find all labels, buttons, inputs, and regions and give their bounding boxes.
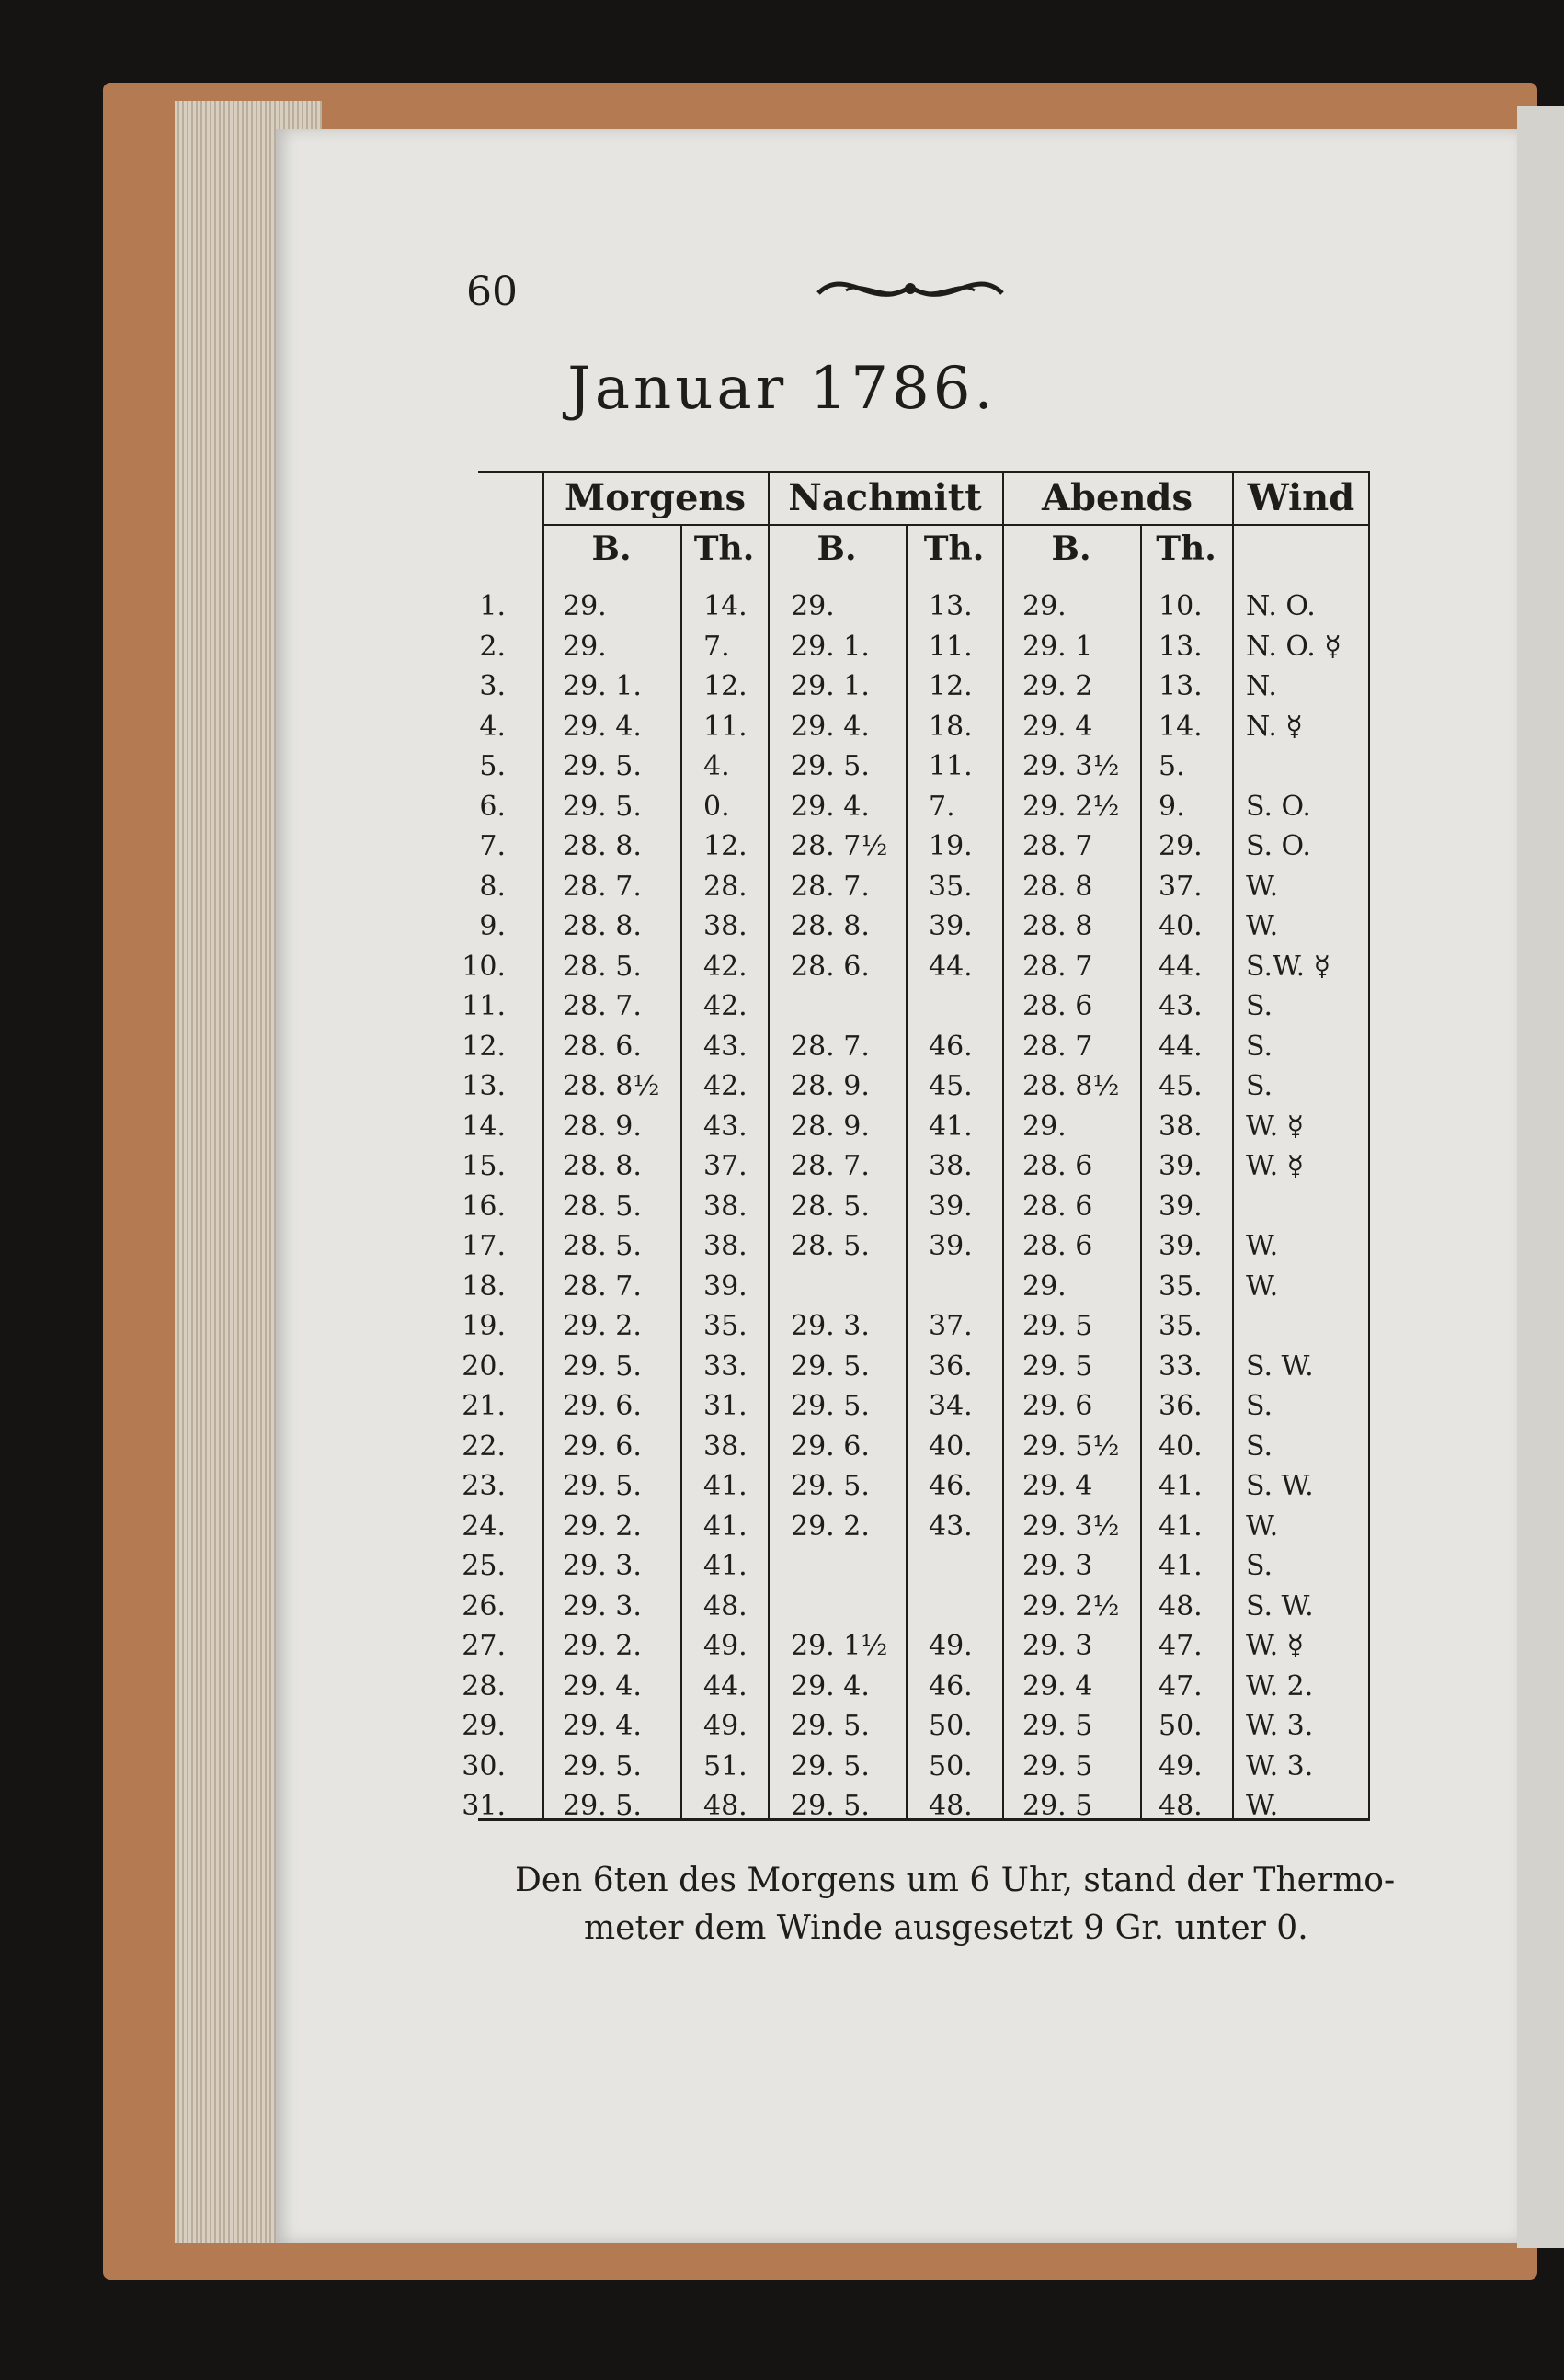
cell-nachmitt-th: 39. — [929, 1190, 973, 1223]
cell-abends-th: 37. — [1159, 870, 1203, 903]
cell-day: 18. — [462, 1270, 506, 1303]
cell-morgens-b: 29. 2. — [563, 1630, 642, 1662]
cell-day: 24. — [462, 1509, 506, 1543]
cell-morgens-th: 33. — [703, 1349, 748, 1383]
cell-morgens-th: 44. — [703, 1669, 748, 1702]
subheader-nachmitt-th: Th. — [923, 530, 985, 568]
cell-abends-th: 41. — [1159, 1509, 1203, 1543]
cell-morgens-b: 29. — [563, 590, 607, 622]
cell-abends-th: 10. — [1159, 590, 1203, 622]
cell-nachmitt-b: 29. 5. — [791, 1349, 870, 1383]
cell-nachmitt-b: 29. 5. — [791, 1790, 870, 1822]
cell-morgens-b: 28. 8. — [563, 1150, 642, 1182]
cell-morgens-b: 28. 6. — [563, 1030, 642, 1063]
cell-wind: S. — [1246, 1390, 1273, 1422]
cell-abends-b: 29. 1 — [1022, 630, 1093, 663]
cell-abends-b: 28. 6 — [1022, 1190, 1093, 1223]
cell-morgens-th: 48. — [703, 1589, 748, 1623]
cell-wind: S. — [1246, 1070, 1273, 1102]
cell-nachmitt-th: 38. — [929, 1150, 973, 1182]
cell-day: 31. — [462, 1790, 506, 1822]
cell-morgens-th: 43. — [703, 1030, 748, 1063]
cell-day: 27. — [462, 1630, 506, 1662]
cell-nachmitt-b: 29. 4. — [791, 1669, 870, 1702]
cell-abends-b: 29. 4 — [1022, 710, 1093, 743]
cell-abends-b: 28. 6 — [1022, 990, 1093, 1022]
cell-morgens-b: 29. 5. — [563, 750, 642, 782]
cell-nachmitt-b: 29. 5. — [791, 750, 870, 782]
cell-day: 28. — [462, 1669, 506, 1702]
cell-abends-th: 50. — [1159, 1710, 1203, 1742]
cell-abends-b: 29. 2½ — [1022, 790, 1120, 823]
cell-morgens-b: 29. 5. — [563, 1790, 642, 1822]
cell-morgens-th: 41. — [703, 1550, 748, 1582]
cell-nachmitt-th: 37. — [929, 1310, 973, 1342]
cell-abends-b: 29. — [1022, 590, 1067, 622]
cell-morgens-b: 29. 4. — [563, 1710, 642, 1742]
cell-day: 26. — [462, 1589, 506, 1623]
cell-wind: N. ☿ — [1246, 710, 1303, 743]
cell-abends-th: 47. — [1159, 1669, 1203, 1702]
cell-nachmitt-b: 28. 9. — [791, 1070, 870, 1102]
cell-morgens-th: 38. — [703, 1429, 748, 1463]
cell-nachmitt-b: 29. 6. — [791, 1429, 870, 1463]
page-number: 60 — [466, 268, 518, 315]
cell-morgens-b: 28. 5. — [563, 950, 642, 983]
cell-day: 22. — [462, 1429, 506, 1463]
cell-morgens-b: 29. 4. — [563, 1669, 642, 1702]
cell-day: 5. — [479, 750, 506, 782]
cell-nachmitt-b: 28. 5. — [791, 1190, 870, 1223]
cell-day: 10. — [462, 950, 506, 983]
cell-nachmitt-b: 29. 5. — [791, 1749, 870, 1782]
cell-wind: S. W. — [1246, 1470, 1314, 1502]
cell-nachmitt-b: 29. 1½ — [791, 1630, 888, 1662]
cell-nachmitt-b: 29. 4. — [791, 790, 870, 823]
cell-wind: N. — [1246, 670, 1277, 702]
footnote-line-1: Den 6ten des Morgens um 6 Uhr, stand der Thermo- — [515, 1862, 1396, 1899]
column-rule — [906, 526, 908, 1818]
cell-morgens-b: 29. 6. — [563, 1429, 642, 1463]
cell-day: 11. — [462, 990, 506, 1022]
cell-morgens-b: 29. 1. — [563, 670, 642, 702]
cell-nachmitt-th: 40. — [929, 1429, 973, 1463]
cell-morgens-b: 29. 5. — [563, 1470, 642, 1502]
cell-morgens-b: 28. 8½ — [563, 1070, 660, 1102]
cell-wind: N. O. — [1246, 590, 1316, 622]
cell-morgens-b: 29. 6. — [563, 1390, 642, 1422]
cell-morgens-th: 7. — [703, 630, 730, 663]
cell-day: 3. — [479, 670, 506, 702]
cell-abends-b: 29. 5 — [1022, 1710, 1093, 1742]
subheader-abends-b: B. — [1051, 530, 1091, 568]
cell-day: 7. — [479, 830, 506, 862]
cell-day: 20. — [462, 1349, 506, 1383]
column-rule — [680, 526, 682, 1818]
cell-abends-b: 28. 7 — [1022, 830, 1093, 862]
cell-wind: S. O. — [1246, 830, 1311, 862]
cell-day: 21. — [462, 1390, 506, 1422]
cell-wind: W. — [1246, 910, 1279, 942]
subheader-abends-th: Th. — [1156, 530, 1216, 568]
cell-nachmitt-th: 13. — [929, 590, 973, 622]
cell-abends-b: 29. 2 — [1022, 670, 1093, 702]
cell-nachmitt-th: 49. — [929, 1630, 973, 1662]
cell-morgens-th: 38. — [703, 1190, 748, 1223]
cell-nachmitt-b: 29. 2. — [791, 1509, 870, 1543]
cell-abends-th: 35. — [1159, 1310, 1203, 1342]
cell-nachmitt-b: 28. 5. — [791, 1230, 870, 1262]
cell-nachmitt-th: 45. — [929, 1070, 973, 1102]
cell-abends-b: 28. 8 — [1022, 870, 1093, 903]
cell-morgens-th: 41. — [703, 1509, 748, 1543]
cell-abends-b: 29. — [1022, 1270, 1067, 1303]
cell-day: 25. — [462, 1550, 506, 1582]
cell-wind: W. ☿ — [1246, 1150, 1305, 1182]
cell-day: 8. — [479, 870, 506, 903]
cell-wind: S. O. — [1246, 790, 1311, 823]
cell-abends-th: 35. — [1159, 1270, 1203, 1303]
page-title: Januar 1786. — [567, 355, 997, 423]
cell-day: 14. — [462, 1110, 506, 1143]
cell-nachmitt-th: 18. — [929, 710, 973, 743]
cell-abends-th: 47. — [1159, 1630, 1203, 1662]
cell-wind: W. ☿ — [1246, 1630, 1305, 1662]
cell-day: 13. — [462, 1070, 506, 1102]
cell-morgens-b: 28. 7. — [563, 990, 642, 1022]
cell-abends-th: 39. — [1159, 1150, 1203, 1182]
cell-nachmitt-b: 29. — [791, 590, 835, 622]
cell-abends-b: 29. — [1022, 1110, 1067, 1143]
cell-day: 19. — [462, 1310, 506, 1342]
cell-abends-th: 13. — [1159, 630, 1203, 663]
cell-nachmitt-th: 50. — [929, 1710, 973, 1742]
cell-wind: S. W. — [1246, 1349, 1314, 1383]
cell-nachmitt-th: 39. — [929, 910, 973, 942]
cell-wind: W. — [1246, 1230, 1279, 1262]
cell-morgens-th: 51. — [703, 1749, 748, 1782]
cell-abends-b: 29. 5 — [1022, 1749, 1093, 1782]
cell-abends-b: 29. 5 — [1022, 1349, 1093, 1383]
cell-morgens-b: 28. 5. — [563, 1190, 642, 1223]
cell-morgens-th: 42. — [703, 950, 748, 983]
cell-nachmitt-th: 46. — [929, 1669, 973, 1702]
cell-abends-th: 44. — [1159, 1030, 1203, 1063]
footnote — [515, 1857, 1395, 1953]
column-rule — [1002, 471, 1004, 1818]
cell-nachmitt-th: 39. — [929, 1230, 973, 1262]
cell-morgens-th: 37. — [703, 1150, 748, 1182]
column-rule — [1232, 471, 1234, 1818]
cell-nachmitt-th: 41. — [929, 1110, 973, 1143]
cell-nachmitt-b: 29. 4. — [791, 710, 870, 743]
cell-nachmitt-th: 11. — [929, 750, 973, 782]
cell-morgens-b: 29. 3. — [563, 1589, 642, 1623]
cell-day: 4. — [479, 710, 506, 743]
cell-morgens-th: 42. — [703, 990, 748, 1022]
cell-morgens-th: 49. — [703, 1710, 748, 1742]
cell-nachmitt-b: 28. 7. — [791, 1030, 870, 1063]
cell-abends-b: 29. 3 — [1022, 1550, 1093, 1582]
facing-page-edge — [1517, 106, 1564, 2248]
ornament-icon — [809, 261, 1011, 320]
cell-wind: W. — [1246, 1270, 1279, 1303]
cell-nachmitt-th: 35. — [929, 870, 973, 903]
cell-nachmitt-b: 28. 8. — [791, 910, 870, 942]
cell-nachmitt-th: 44. — [929, 950, 973, 983]
cell-wind: S.W. ☿ — [1246, 950, 1331, 983]
cell-wind: S. — [1246, 1030, 1273, 1063]
cell-abends-b: 28. 6 — [1022, 1230, 1093, 1262]
cell-abends-th: 43. — [1159, 990, 1203, 1022]
cell-abends-b: 29. 3½ — [1022, 1509, 1120, 1543]
cell-morgens-th: 11. — [703, 710, 748, 743]
cell-abends-b: 29. 5½ — [1022, 1429, 1120, 1463]
cell-nachmitt-b: 29. 5. — [791, 1390, 870, 1422]
cell-morgens-th: 38. — [703, 1230, 748, 1262]
cell-day: 30. — [462, 1749, 506, 1782]
cell-abends-th: 41. — [1159, 1550, 1203, 1582]
cell-abends-b: 29. 4 — [1022, 1470, 1093, 1502]
cell-abends-b: 28. 7 — [1022, 1030, 1093, 1063]
cell-abends-b: 29. 3 — [1022, 1630, 1093, 1662]
cell-abends-th: 39. — [1159, 1230, 1203, 1262]
cell-abends-th: 41. — [1159, 1470, 1203, 1502]
cell-nachmitt-b: 29. 5. — [791, 1710, 870, 1742]
cell-morgens-th: 38. — [703, 910, 748, 942]
cell-nachmitt-b: 29. 1. — [791, 670, 870, 702]
header-morgens: Morgens — [564, 476, 747, 519]
cell-morgens-b: 28. 7. — [563, 1270, 642, 1303]
cell-nachmitt-th: 46. — [929, 1470, 973, 1502]
cell-wind: W. 3. — [1246, 1749, 1314, 1782]
cell-wind: W. — [1246, 870, 1279, 903]
cell-abends-b: 28. 6 — [1022, 1150, 1093, 1182]
cell-morgens-th: 0. — [703, 790, 730, 823]
cell-morgens-b: 29. 3. — [563, 1550, 642, 1582]
cell-morgens-th: 39. — [703, 1270, 748, 1303]
cell-abends-th: 5. — [1159, 750, 1185, 782]
cell-wind: N. O. ☿ — [1246, 630, 1341, 663]
cell-abends-b: 28. 8½ — [1022, 1070, 1120, 1102]
cell-morgens-b: 29. 5. — [563, 1349, 642, 1383]
cell-morgens-th: 48. — [703, 1790, 748, 1822]
header-abends: Abends — [1041, 476, 1193, 519]
cell-abends-b: 28. 8 — [1022, 910, 1093, 942]
cell-abends-b: 29. 6 — [1022, 1390, 1093, 1422]
subheader-morgens-b: B. — [591, 530, 632, 568]
cell-abends-th: 38. — [1159, 1110, 1203, 1143]
cell-morgens-th: 12. — [703, 830, 748, 862]
cell-wind: S. — [1246, 990, 1273, 1022]
cell-abends-b: 29. 4 — [1022, 1669, 1093, 1702]
cell-morgens-b: 28. 5. — [563, 1230, 642, 1262]
cell-nachmitt-th: 36. — [929, 1349, 973, 1383]
cell-nachmitt-th: 46. — [929, 1030, 973, 1063]
cell-wind: S. — [1246, 1429, 1273, 1463]
cell-abends-th: 49. — [1159, 1749, 1203, 1782]
cell-day: 16. — [462, 1190, 506, 1223]
column-rule — [542, 471, 544, 1818]
cell-nachmitt-th: 7. — [929, 790, 955, 823]
cell-morgens-b: 29. 5. — [563, 790, 642, 823]
cell-nachmitt-b: 28. 7½ — [791, 830, 888, 862]
header-wind: Wind — [1247, 476, 1355, 519]
weather-table — [462, 471, 1370, 1822]
cell-wind: S. — [1246, 1550, 1273, 1582]
cell-day: 1. — [479, 590, 506, 622]
cell-abends-th: 48. — [1159, 1790, 1203, 1822]
cell-day: 15. — [462, 1150, 506, 1182]
cell-abends-th: 33. — [1159, 1349, 1203, 1383]
table-top-rule — [478, 471, 1370, 473]
cell-abends-b: 29. 2½ — [1022, 1589, 1120, 1623]
cell-day: 9. — [479, 910, 506, 942]
cell-nachmitt-b: 28. 6. — [791, 950, 870, 983]
column-rule — [768, 471, 770, 1818]
header-nachmitt: Nachmitt — [788, 476, 982, 519]
cell-nachmitt-th: 43. — [929, 1509, 973, 1543]
cell-abends-th: 29. — [1159, 830, 1203, 862]
subheader-nachmitt-b: B. — [816, 530, 857, 568]
cell-nachmitt-th: 12. — [929, 670, 973, 702]
cell-nachmitt-b: 29. 3. — [791, 1310, 870, 1342]
cell-nachmitt-b: 29. 5. — [791, 1470, 870, 1502]
cell-abends-th: 45. — [1159, 1070, 1203, 1102]
cell-nachmitt-b: 28. 7. — [791, 870, 870, 903]
cell-day: 17. — [462, 1230, 506, 1262]
cell-abends-th: 36. — [1159, 1390, 1203, 1422]
cell-abends-b: 29. 5 — [1022, 1310, 1093, 1342]
cell-nachmitt-th: 11. — [929, 630, 973, 663]
cell-morgens-b: 28. 9. — [563, 1110, 642, 1143]
cell-morgens-b: 28. 8. — [563, 830, 642, 862]
cell-morgens-th: 49. — [703, 1630, 748, 1662]
cell-morgens-th: 35. — [703, 1310, 748, 1342]
cell-abends-th: 14. — [1159, 710, 1203, 743]
cell-nachmitt-th: 48. — [929, 1790, 973, 1822]
cell-morgens-th: 43. — [703, 1110, 748, 1143]
cell-abends-b: 29. 3½ — [1022, 750, 1120, 782]
cell-wind: W. — [1246, 1509, 1279, 1543]
subheader-morgens-th: Th. — [693, 530, 755, 568]
cell-nachmitt-th: 34. — [929, 1390, 973, 1422]
cell-morgens-b: 29. 2. — [563, 1310, 642, 1342]
cell-wind: S. W. — [1246, 1589, 1314, 1623]
cell-morgens-th: 31. — [703, 1390, 748, 1422]
cell-nachmitt-b: 28. 7. — [791, 1150, 870, 1182]
cell-morgens-th: 4. — [703, 750, 730, 782]
cell-morgens-th: 41. — [703, 1470, 748, 1502]
cell-abends-th: 40. — [1159, 1429, 1203, 1463]
cell-morgens-th: 42. — [703, 1070, 748, 1102]
cell-nachmitt-th: 19. — [929, 830, 973, 862]
cell-nachmitt-b: 29. 1. — [791, 630, 870, 663]
cell-day: 29. — [462, 1710, 506, 1742]
cell-day: 23. — [462, 1470, 506, 1502]
cell-abends-th: 44. — [1159, 950, 1203, 983]
cell-morgens-th: 14. — [703, 590, 748, 622]
cell-morgens-b: 28. 8. — [563, 910, 642, 942]
cell-wind: W. 2. — [1246, 1669, 1314, 1702]
cell-abends-th: 9. — [1159, 790, 1185, 823]
cell-nachmitt-th: 50. — [929, 1749, 973, 1782]
cell-abends-th: 40. — [1159, 910, 1203, 942]
cell-day: 2. — [479, 630, 506, 663]
cell-morgens-th: 28. — [703, 870, 748, 903]
cell-morgens-th: 12. — [703, 670, 748, 702]
cell-nachmitt-b: 28. 9. — [791, 1110, 870, 1143]
column-rule — [1140, 526, 1142, 1818]
header-rule — [542, 524, 1370, 526]
cell-day: 12. — [462, 1030, 506, 1063]
cell-morgens-b: 29. 5. — [563, 1749, 642, 1782]
cell-abends-th: 48. — [1159, 1589, 1203, 1623]
cell-day: 6. — [479, 790, 506, 823]
cell-morgens-b: 29. 4. — [563, 710, 642, 743]
footnote-line-2: meter dem Winde ausgesetzt 9 Gr. unter 0. — [584, 1909, 1308, 1947]
cell-morgens-b: 28. 7. — [563, 870, 642, 903]
cell-abends-b: 29. 5 — [1022, 1790, 1093, 1822]
cell-morgens-b: 29. — [563, 630, 607, 663]
cell-abends-th: 13. — [1159, 670, 1203, 702]
cell-morgens-b: 29. 2. — [563, 1509, 642, 1543]
cell-abends-th: 39. — [1159, 1190, 1203, 1223]
column-rule — [1368, 471, 1370, 1821]
cell-wind: W. — [1246, 1790, 1279, 1822]
cell-wind: W. ☿ — [1246, 1110, 1305, 1143]
cell-abends-b: 28. 7 — [1022, 950, 1093, 983]
cell-wind: W. 3. — [1246, 1710, 1314, 1742]
